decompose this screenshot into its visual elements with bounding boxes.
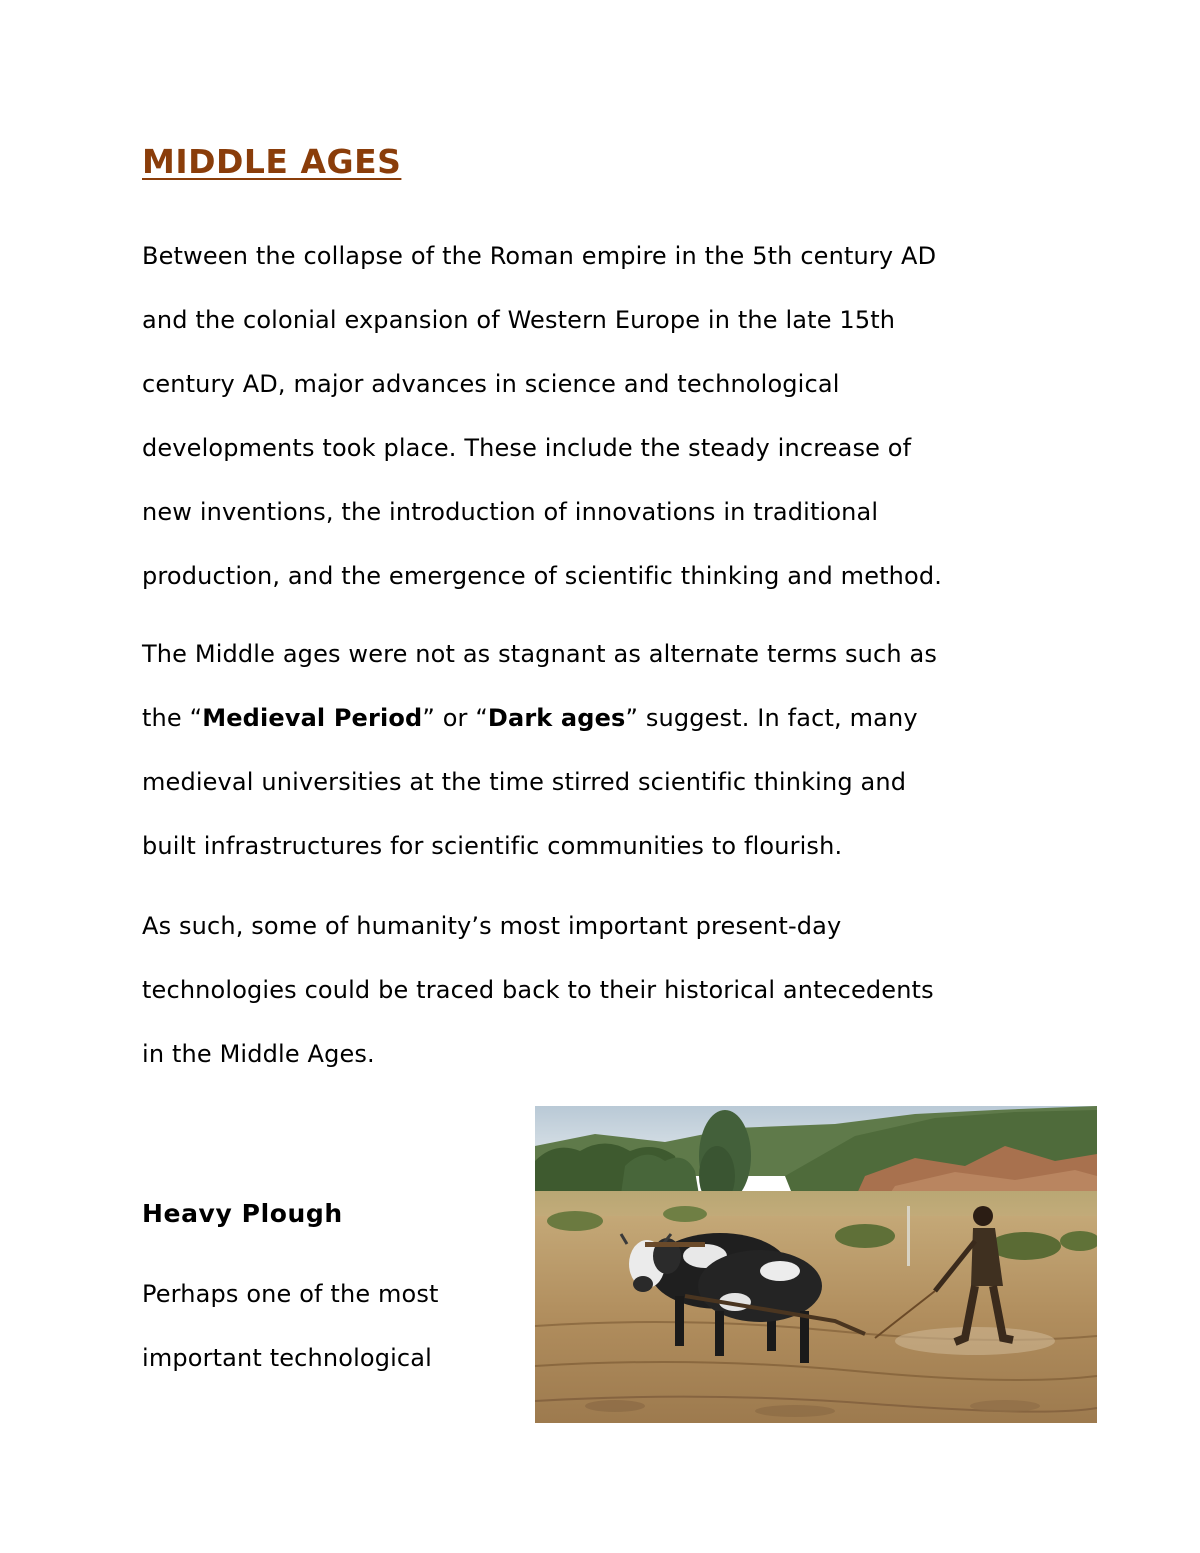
bold-term-dark-ages: Dark ages xyxy=(487,704,626,732)
text-line: technologies could be traced back to their historical antecedents xyxy=(142,976,934,1004)
text-segment: the “ xyxy=(142,704,203,732)
section-heading-heavy-plough: Heavy Plough xyxy=(142,1199,343,1228)
text-line: century AD, major advances in science and technological xyxy=(142,370,840,398)
text-line: Between the collapse of the Roman empire in the 5th century AD xyxy=(142,242,937,270)
text-line: The Middle ages were not as stagnant as alternate terms such as xyxy=(142,640,938,668)
text-line: As such, some of humanity’s most important present-day xyxy=(142,912,842,940)
text-segment: ” suggest. In fact, many xyxy=(625,704,918,732)
ox-plough-photo xyxy=(535,1106,1097,1423)
intro-paragraph xyxy=(142,224,942,608)
text-line: developments took place. These include the steady increase of xyxy=(142,434,912,462)
page-title: MIDDLE AGES xyxy=(142,142,402,181)
heavy-plough-paragraph xyxy=(142,1262,439,1390)
text-line: Perhaps one of the most xyxy=(142,1280,439,1308)
text-line-with-bold-terms xyxy=(142,686,937,750)
text-line: medieval universities at the time stirred scientific thinking and xyxy=(142,768,907,796)
technologies-paragraph xyxy=(142,894,934,1086)
text-line: production, and the emergence of scientific thinking and method. xyxy=(142,562,943,590)
text-line: built infrastructures for scientific communities to flourish. xyxy=(142,832,843,860)
text-line: in the Middle Ages. xyxy=(142,1040,375,1068)
bold-term-medieval-period: Medieval Period xyxy=(202,704,423,732)
text-segment: ” or “ xyxy=(422,704,488,732)
middle-ages-paragraph xyxy=(142,622,937,878)
text-line: new inventions, the introduction of innovations in traditional xyxy=(142,498,879,526)
text-line: and the colonial expansion of Western Europe in the late 15th xyxy=(142,306,896,334)
text-line: important technological xyxy=(142,1344,432,1372)
